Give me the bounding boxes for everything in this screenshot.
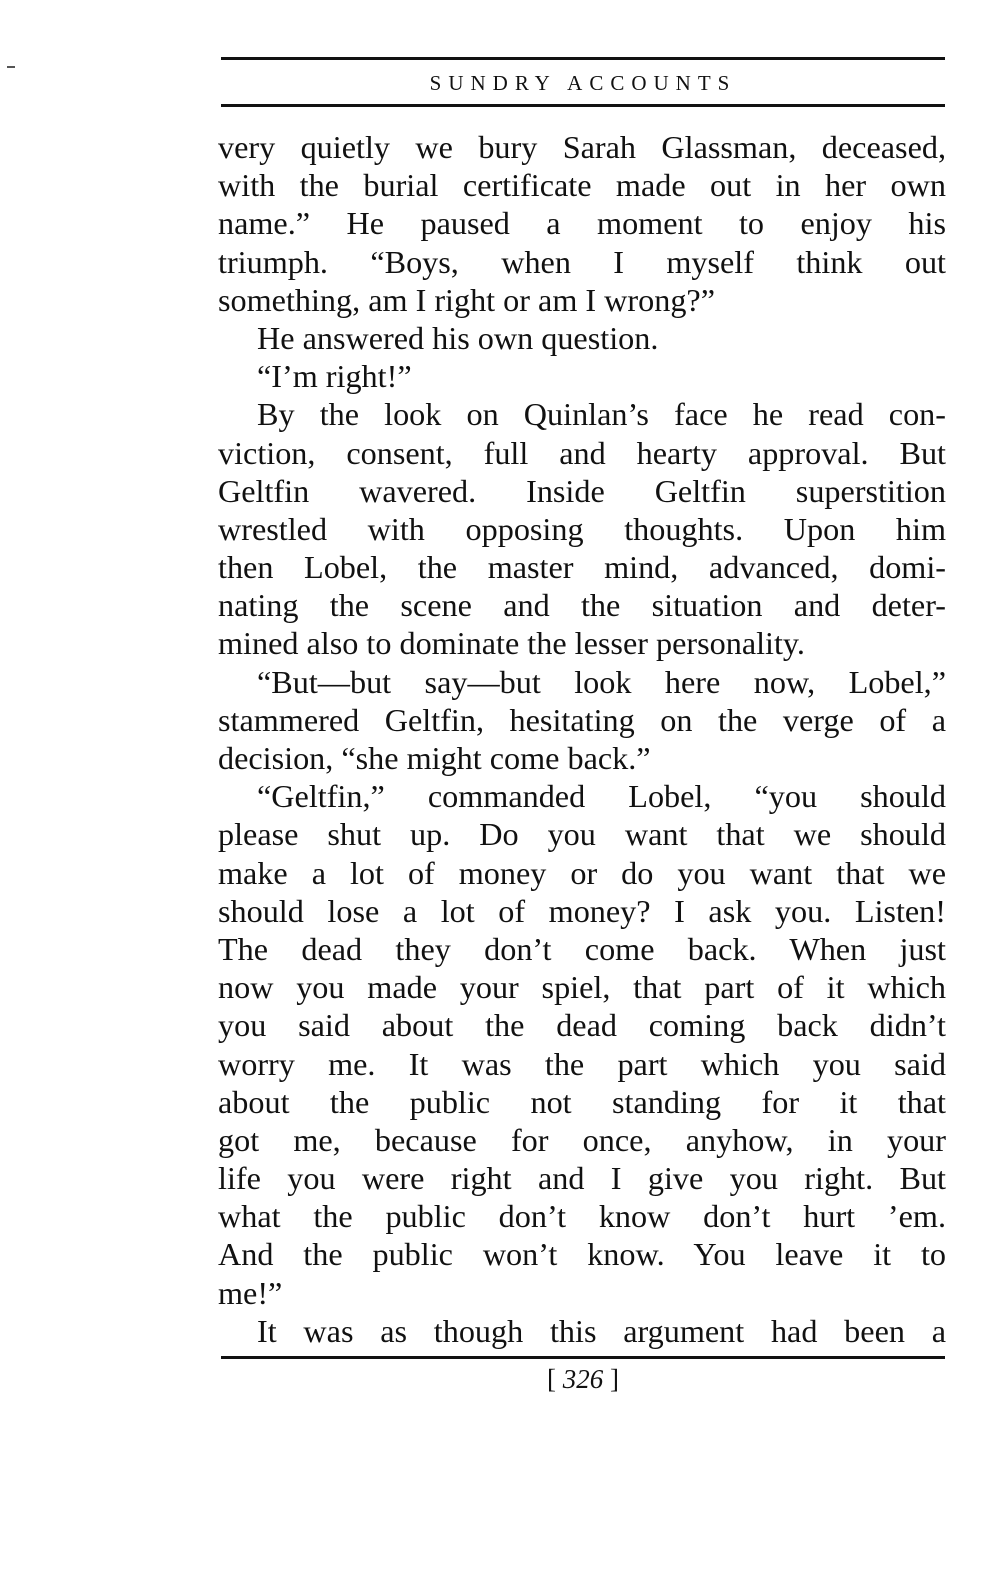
text-line: life you were right and I give you right. But <box>218 1160 946 1197</box>
text-line: The dead they don’t come back. When just <box>218 930 946 967</box>
text-line: something, am I right or am I wrong?” <box>218 281 715 318</box>
text-line: “But—but say—but look here now, Lobel,” <box>257 663 946 700</box>
text-line: make a lot of money or do you want that we <box>218 854 946 891</box>
text-line: with the burial certificate made out in her own <box>218 167 946 204</box>
page-number: [ 326 ] <box>547 1364 619 1394</box>
header-bottom-rule <box>221 104 945 107</box>
text-line: please shut up. Do you want that we should <box>218 816 946 853</box>
page-number-value: 326 <box>562 1364 604 1394</box>
text-line: wrestled with opposing thoughts. Upon him <box>218 510 946 547</box>
margin-mark <box>7 66 15 68</box>
text-line: decision, “she might come back.” <box>218 740 651 776</box>
body-text <box>218 128 946 1350</box>
text-line: got me, because for once, anyhow, in your <box>218 1121 946 1158</box>
text-line: And the public won’t know. You leave it to <box>218 1236 946 1273</box>
text-line: It was as though this argument had been a <box>257 1312 946 1349</box>
text-line: should lose a lot of money? I ask you. Listen! <box>218 892 946 929</box>
text-line: then Lobel, the master mind, advanced, domi- <box>218 549 946 586</box>
text-line: Geltfin wavered. Inside Geltfin superstition <box>218 472 946 509</box>
text-line: “I’m right!” <box>257 358 412 395</box>
text-line: you said about the dead coming back didn’t <box>218 1007 946 1044</box>
text-line: By the look on Quinlan’s face he read con- <box>257 396 946 433</box>
running-head: SUNDRY ACCOUNTS <box>429 71 737 95</box>
footer-rule <box>221 1356 945 1359</box>
text-line: mined also to dominate the lesser personality. <box>218 625 805 662</box>
text-line: He answered his own question. <box>257 319 659 356</box>
header-top-rule <box>221 57 945 60</box>
text-line: very quietly we bury Sarah Glassman, deceased, <box>218 129 946 165</box>
text-line: viction, consent, full and hearty approval. But <box>218 434 946 471</box>
text-line: stammered Geltfin, hesitating on the verge of a <box>218 701 946 738</box>
text-line: what the public don’t know don’t hurt ’em. <box>218 1198 946 1235</box>
text-line: “Geltfin,” commanded Lobel, “you should <box>257 778 946 815</box>
text-line: me!” <box>218 1274 283 1311</box>
text-line: nating the scene and the situation and deter- <box>218 587 946 624</box>
text-line: now you made your spiel, that part of it which <box>218 969 946 1006</box>
text-line: worry me. It was the part which you said <box>218 1045 946 1082</box>
text-line: triumph. “Boys, when I myself think out <box>218 243 946 280</box>
text-line: about the public not standing for it that <box>218 1083 946 1120</box>
text-line: name.” He paused a moment to enjoy his <box>218 205 946 242</box>
